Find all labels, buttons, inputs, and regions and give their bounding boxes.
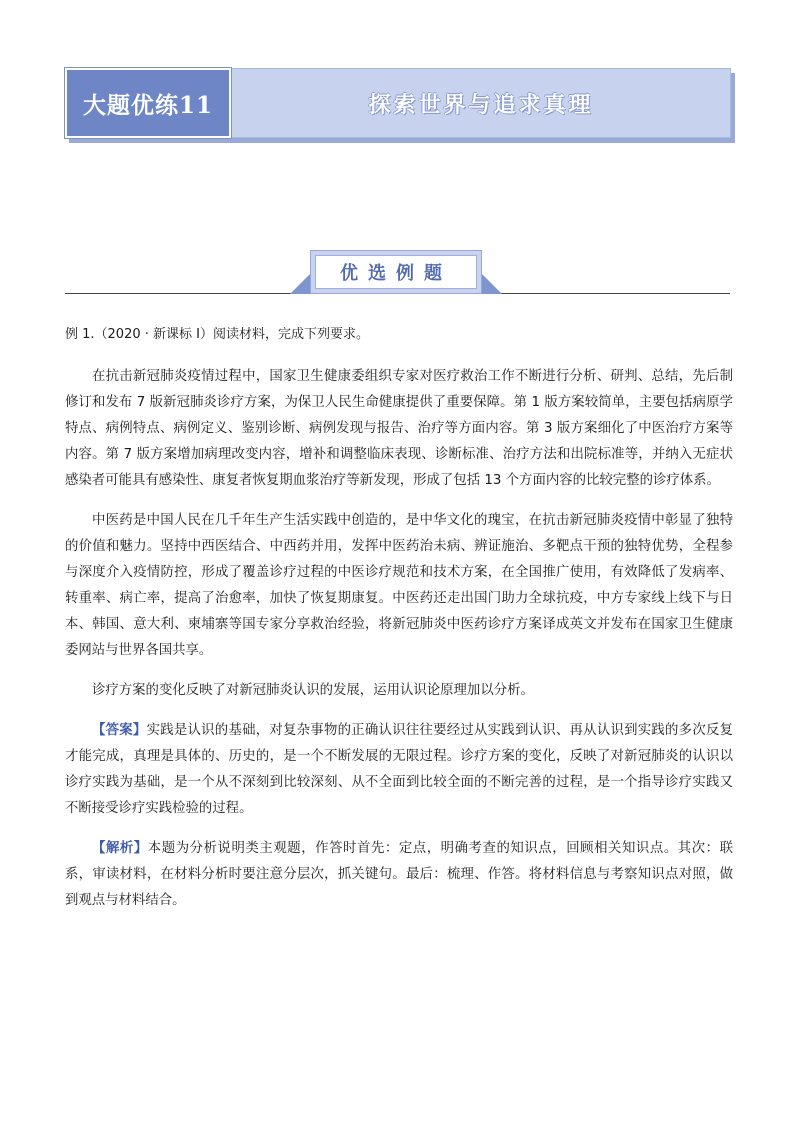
exercise-number-title: 大题优练11	[82, 91, 213, 119]
answer-block	[65, 718, 733, 822]
question-prompt: 诊疗方案的变化反映了对新冠肺炎认识的发展，运用认识论原理加以分析。	[92, 683, 534, 698]
answer-text: 实践是认识的基础，对复杂事物的正确认识往往要经过从实践到认识、再从认识到实践的多次反复才能完成，真理是具体的、历史的，是一个不断发展的无限过程。诊疗方案的变化，反映了对新冠肺炎的认识以诊疗实践为基础，是一个从不深刻到比较深刻、从不全面到比较全面的不断完善的过程，是一个指导诊疗实践又不断接受诊疗实践检验的过程。	[65, 723, 734, 816]
question-title: 例 1.（2020 · 新课标 I）阅读材料，完成下列要求。	[65, 327, 369, 342]
analysis-text: 本题为分析说明类主观题，作答时首先：定点，明确考查的知识点，回顾相关知识点。其次：联系，审读材料，在材料分析时要注意分层次，抓关键句。最后：梳理、作答。将材料信息与考察知识点对照，做到观点与材料结合。	[65, 841, 734, 908]
analysis-label: 【解析】	[92, 841, 148, 856]
tag-right-wing	[480, 272, 502, 294]
answer-label: 【答案】	[92, 723, 147, 738]
header-banner	[65, 68, 735, 144]
tag-left-wing	[290, 272, 312, 294]
material-paragraph-1: 在抗击新冠肺炎疫情过程中，国家卫生健康委组织专家对医疗救治工作不断进行分析、研判、总结，先后制修订和发布 7 版新冠肺炎诊疗方案，为保卫人民生命健康提供了重要保障。第 1 版方案较简单，主要包括病原学特点、病例特点、病例定义、鉴别诊断、病例发现与报告、治疗等方面内容。第 3 版方案细化了中医治疗方案等内容。第 7 版方案增加病理改变内容，增补和调整临床表现、诊断标准、治疗方法和出院标准等，并纳入无症状感染者可能具有感染性、康复者恢复期血浆治疗等新发现，形成了包括 13 个方面内容的比较完整的诊疗体系。	[65, 369, 733, 488]
analysis-block	[65, 836, 733, 914]
topic-title: 探索世界与追求真理	[368, 91, 594, 118]
section-tag-label: 优选例题	[340, 263, 452, 284]
document-body	[65, 322, 733, 914]
section-tag	[290, 250, 502, 296]
material-paragraph-2: 中医药是中国人民在几千年生产生活实践中创造的，是中华文化的瑰宝，在抗击新冠肺炎疫情中彰显了独特的价值和魅力。坚持中西医结合、中西药并用，发挥中医药治未病、辨证施治、多靶点干预的独特优势，全程参与深度介入疫情防控，形成了覆盖诊疗过程的中医诊疗规范和技术方案，在全国推广使用，有效降低了发病率、转重率、病亡率，提高了治愈率，加快了恢复期康复。中医药还走出国门助力全球抗疫，中方专家线上线下与日本、韩国、意大利、柬埔寨等国专家分享救治经验，将新冠肺炎中医药诊疗方案译成英文并发布在国家卫生健康委网站与世界各国共享。	[65, 513, 733, 658]
